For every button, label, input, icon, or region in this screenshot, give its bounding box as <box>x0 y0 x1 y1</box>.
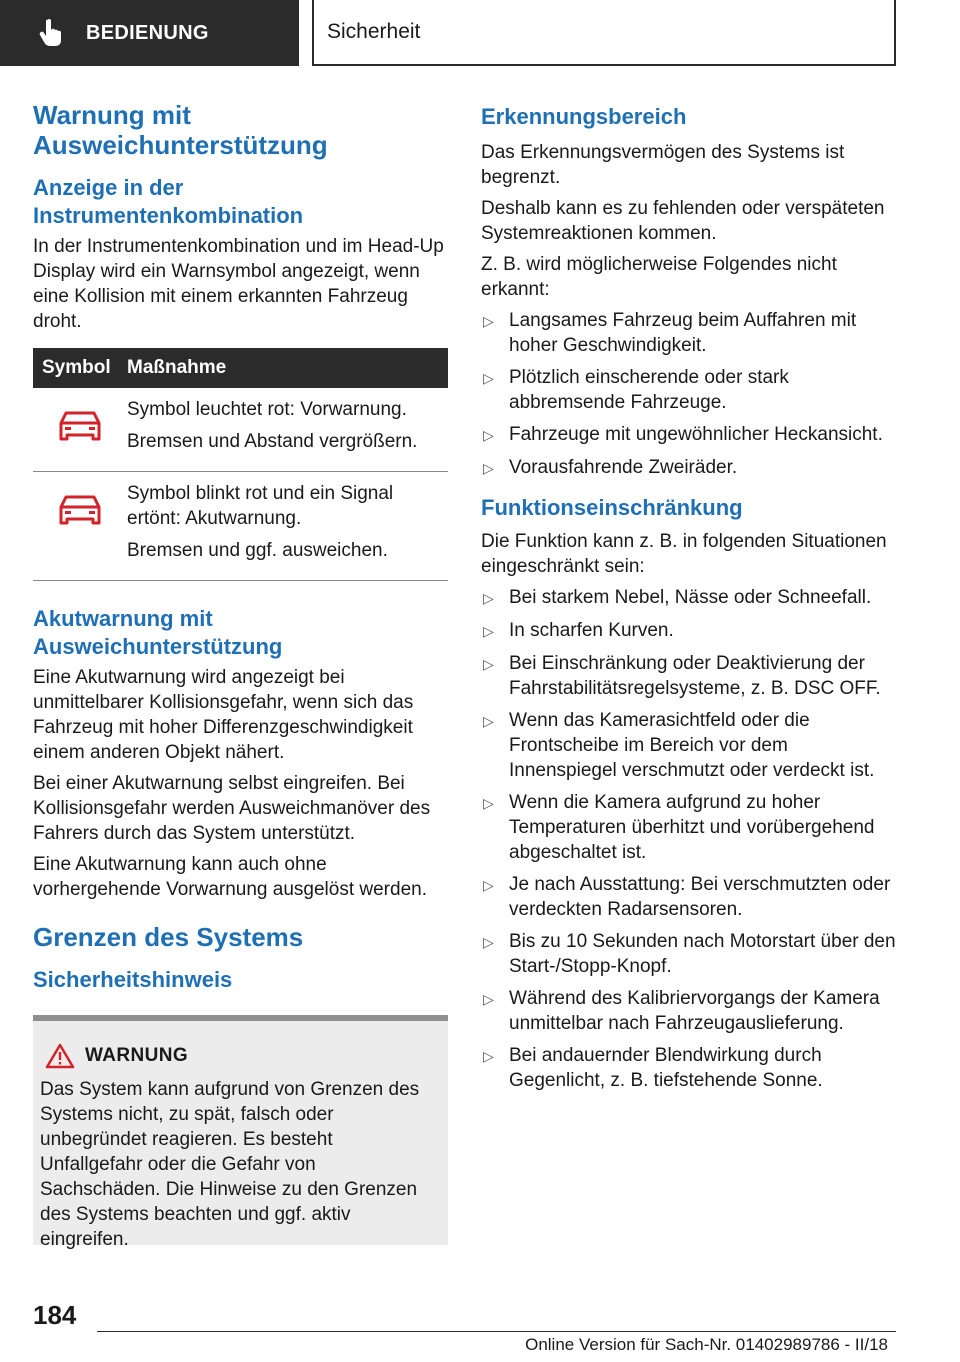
list-item: ▷ Je nach Ausstattung: Bei verschmutzten oder verdeckten Radarsensoren. <box>483 874 891 920</box>
heading-acute-warning: Akutwarnung mit Ausweichunterstützung <box>33 606 283 659</box>
heading-limits: Grenzen des Systems <box>33 922 304 952</box>
bullet-triangle-icon: ▷ <box>483 460 494 476</box>
header-tab <box>0 0 299 66</box>
bullet-triangle-icon: ▷ <box>483 1048 494 1064</box>
row-2-line-2: Bremsen und ggf. ausweichen. <box>127 540 388 561</box>
warning-label: WARNUNG <box>85 1045 189 1066</box>
warning-triangle-icon <box>45 1043 75 1069</box>
function-limits-list <box>481 585 896 1093</box>
acute-paragraph-2: Bei einer Akutwarnung selbst eingreifen. Bei Kollisionsgefahr werden Ausweichmanöver des Fahrers durch das System unterstützt. <box>33 773 431 844</box>
heading-detection-range: Erkennungsbereich <box>481 104 687 129</box>
car-warning-icon <box>56 409 104 445</box>
hand-pointer-icon <box>38 18 66 48</box>
table-row <box>33 388 448 472</box>
bullet-triangle-icon: ▷ <box>483 934 494 950</box>
right-column <box>481 100 896 1101</box>
warning-text: Das System kann aufgrund von Grenzen des Systems nicht, zu spät, falsch oder unbegründet reagieren. Es besteht Unfallgefahr oder die Gefahr von Sachschäden. Die Hinweise zu den Grenzen des Systems beachten und ggf. aktiv eingreifen. <box>40 1079 420 1250</box>
section-title: Sicherheit <box>312 0 896 66</box>
acute-paragraph-3: Eine Akutwarnung kann auch ohne vorhergehende Vorwarnung ausgelöst werden. <box>33 854 427 900</box>
col-symbol-header: Symbol <box>42 357 111 378</box>
detect-paragraph-1: Das Erkennungsvermögen des Systems ist begrenzt. <box>481 142 845 188</box>
detect-paragraph-2: Deshalb kann es zu fehlenden oder verspäteten Systemreaktionen kommen. <box>481 198 885 244</box>
row-2-line-1: Symbol blinkt rot und ein Signal ertönt: Akutwarnung. <box>127 483 394 529</box>
bullet-triangle-icon: ▷ <box>483 623 494 639</box>
bullet-triangle-icon: ▷ <box>483 656 494 672</box>
table-row <box>33 472 448 581</box>
display-paragraph: In der Instrumentenkombination und im Head-Up Display wird ein Warnsymbol angezeigt, wenn eine Kollision mit einem erkannten Fahrzeug droht. <box>33 236 444 332</box>
warning-box <box>33 1015 448 1250</box>
car-warning-icon <box>56 493 104 529</box>
row-1-line-1: Symbol leuchtet rot: Vorwarnung. <box>127 399 407 420</box>
list-item: ▷ Bei Einschränkung oder Deaktivierung der Fahrstabilitätsregelsysteme, z. B. DSC OFF. <box>483 653 881 699</box>
chapter-label: BEDIENUNG <box>86 21 209 44</box>
bullet-triangle-icon: ▷ <box>483 877 494 893</box>
page-number: 184 <box>33 1300 77 1330</box>
list-item: ▷ Wenn die Kamera aufgrund zu hoher Temperaturen überhitzt und vorübergehend abgeschaltet ist. <box>483 792 875 863</box>
list-item: ▷ Wenn das Kamerasichtfeld oder die Frontscheibe im Bereich vor dem Innenspiegel verschmutzt oder verdeckt ist. <box>483 710 875 781</box>
list-item: ▷ Plötzlich einscherende oder stark abbremsende Fahrzeuge. <box>483 367 789 413</box>
detection-list <box>481 308 896 481</box>
bullet-triangle-icon: ▷ <box>483 713 494 729</box>
heading-warning-evasive: Warnung mit Ausweichunterstützung <box>33 100 328 160</box>
table-header <box>33 348 448 388</box>
list-item: ▷ Bei andauernder Blendwirkung durch Gegenlicht, z. B. tiefstehende Sonne. <box>483 1045 823 1091</box>
bullet-triangle-icon: ▷ <box>483 991 494 1007</box>
bullet-triangle-icon: ▷ <box>483 370 494 386</box>
list-item: ▷ Vorausfahrende Zweiräder. <box>481 455 896 481</box>
row-1-line-2: Bremsen und Abstand vergrößern. <box>127 431 418 452</box>
func-paragraph-1: Die Funktion kann z. B. in folgenden Situationen eingeschränkt sein: <box>481 531 887 577</box>
list-item: ▷ Langsames Fahrzeug beim Auffahren mit hoher Geschwindigkeit. <box>483 310 857 356</box>
footer-divider <box>97 1331 896 1332</box>
left-column <box>33 100 448 994</box>
bullet-triangle-icon: ▷ <box>483 427 494 443</box>
list-item: ▷ In scharfen Kurven. <box>481 618 896 644</box>
col-measure-header: Maßnahme <box>127 357 227 378</box>
list-item: ▷ Bis zu 10 Sekunden nach Motorstart über den Start-/Stopp-Knopf. <box>483 931 896 977</box>
heading-display: Anzeige in der Instrumentenkombination <box>33 175 304 228</box>
list-item: ▷ Fahrzeuge mit ungewöhnlicher Heckansicht. <box>481 422 896 448</box>
detect-paragraph-3: Z. B. wird möglicherweise Folgendes nicht erkannt: <box>481 254 837 300</box>
acute-paragraph-1: Eine Akutwarnung wird angezeigt bei unmittelbarer Kollisionsgefahr, wenn sich das Fahrzeug mit hoher Differenzgeschwindigkeit einem anderen Objekt nähert. <box>33 667 414 763</box>
bullet-triangle-icon: ▷ <box>483 590 494 606</box>
symbol-table <box>33 348 448 581</box>
heading-safety-note: Sicherheitshinweis <box>33 967 233 992</box>
list-item: ▷ Bei starkem Nebel, Nässe oder Schneefall. <box>481 585 896 611</box>
footer-version-text: Online Version für Sach-Nr. 01402989786 - II/18 <box>525 1335 888 1354</box>
heading-function-limits: Funktionseinschränkung <box>481 495 743 520</box>
bullet-triangle-icon: ▷ <box>483 313 494 329</box>
bullet-triangle-icon: ▷ <box>483 795 494 811</box>
list-item: ▷ Während des Kalibriervorgangs der Kamera unmittelbar nach Fahrzeugauslieferung. <box>483 988 880 1034</box>
